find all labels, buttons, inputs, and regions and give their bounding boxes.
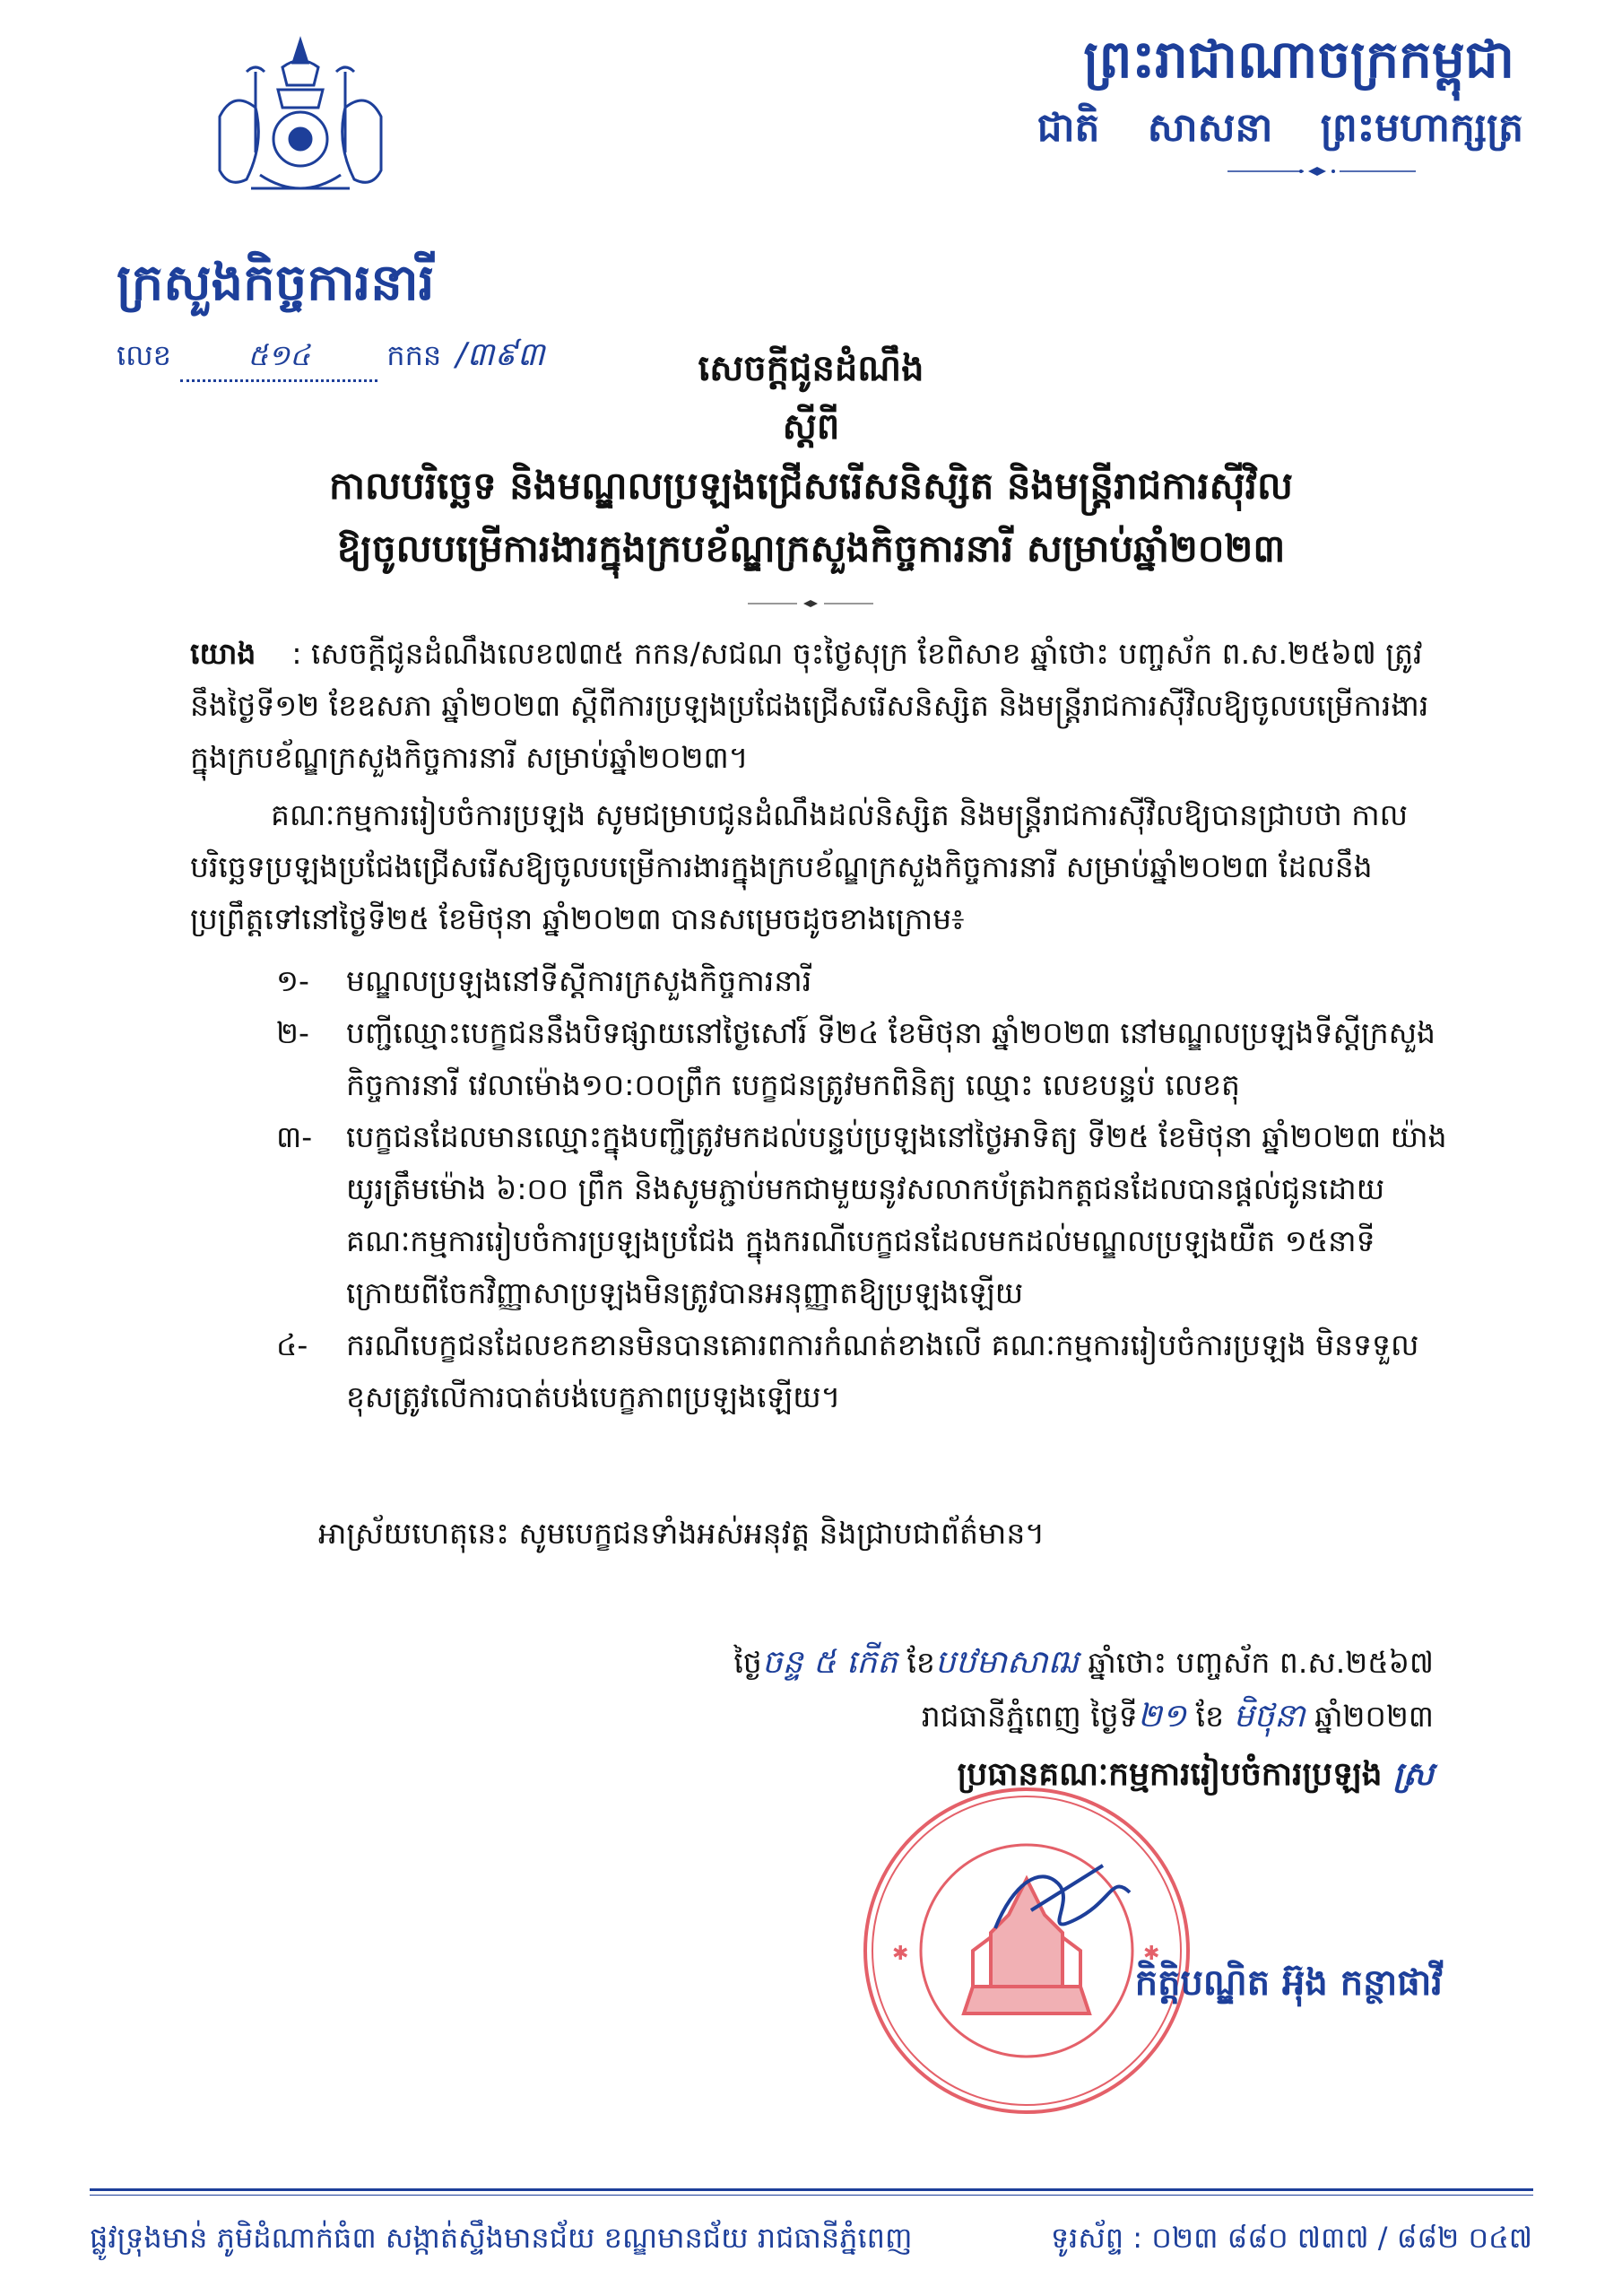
handwritten-signature-icon — [977, 1848, 1148, 1955]
signer-name: កិត្តិបណ្ឌិត អ៊ុង កន្ថាផាវី — [1134, 1962, 1443, 2004]
list-item-number: ៤- — [276, 1327, 308, 1362]
lunar-day-handwritten: ចន្ទ ៥ កើត — [761, 1644, 898, 1681]
ref-number-handwritten: ៥១៤ — [180, 337, 377, 382]
list-item — [276, 1111, 1451, 1319]
notice-subject-line1: កាលបរិច្ឆេទ និងមណ្ឌលប្រឡងជ្រើសរើសនិស្សិត និងមន្ត្រីរាជការស៊ីវិល — [329, 464, 1293, 508]
ministry-name: ក្រសួងកិច្ចការនារី — [117, 254, 435, 312]
list-item-text: ករណីបេក្ខជនដែលខកខានមិនបានគោរពការកំណត់ខាងលើ គណៈកម្មការរៀបចំការប្រឡង មិនទទួលខុសត្រូវលើការបាត់បង់បេក្ខភាពប្រឡងឡើយ។ — [346, 1327, 1419, 1414]
svg-text:✱: ✱ — [892, 1943, 909, 1965]
ref-label: លេខ — [117, 338, 171, 372]
initial-handwritten: ស្រ — [1393, 1756, 1434, 1793]
list-item — [276, 955, 1451, 1007]
list-item-text: បេក្ខជនដែលមានឈ្មោះក្នុងបញ្ជីត្រូវមកដល់បន្ទប់ប្រឡងនៅថ្ងៃអាទិត្យ ទី២៥ ខែមិថុនា ឆ្នាំ២០២៣ យ៉ាងយូរត្រឹមម៉ោង ៦:០០ ព្រឹក និងសូមភ្ជាប់មកជាមួយនូវសលាកប័ត្រឯកត្តជនដែលបានផ្ដល់ជូនដោយគណៈកម្មការរៀបចំការប្រឡងប្រជែង ក្នុងករណីបេក្ខជនដែលមកដល់មណ្ឌលប្រឡងយឺត ១៥នាទីក្រោយពីចែកវិញ្ញាសាប្រឡងមិនត្រូវបានអនុញ្ញាតឱ្យប្រឡងឡើយ — [346, 1119, 1447, 1310]
signatory-title: ប្រធានគណៈកម្មការរៀបចំការប្រឡង ស្រ — [957, 1756, 1434, 1793]
footer-divider-thin — [90, 2195, 1533, 2196]
royal-emblem-icon — [193, 36, 408, 206]
solar-date-line: រាជធានីភ្នំពេញ ថ្ងៃទី២១ ខែ មិថុនា ឆ្នាំ២០២៣ — [921, 1698, 1434, 1735]
day-handwritten: ២១ — [1137, 1698, 1187, 1735]
motto-religion: សាសនា — [1147, 105, 1273, 151]
lunar-month-handwritten: បឋមាសាឍ — [934, 1644, 1079, 1681]
list-item — [276, 1319, 1451, 1423]
list-item-text: បញ្ជីឈ្មោះបេក្ខជននឹងបិទផ្សាយនៅថ្ងៃសៅរ៍ ទី២៤ ខែមិថុនា ឆ្នាំ២០២៣ នៅមណ្ឌលប្រឡងទីស្ដីក្រសួងកិច្ចការនារី វេលាម៉ោង១០:០០ព្រឹក បេក្ខជនត្រូវមកពិនិត្យ ឈ្មោះ លេខបន្ទប់ លេខតុ — [346, 1015, 1436, 1102]
footer-address: ផ្លូវទ្រុងមាន់ ភូមិដំណាក់ធំ៣ សង្កាត់ស្ទឹងមានជ័យ ខណ្ឌមានជ័យ រាជធានីភ្នំពេញ — [90, 2221, 913, 2255]
reference-label: យោង — [190, 636, 256, 671]
notice-title: សេចក្ដីជូនដំណឹង — [698, 348, 924, 389]
ref-year-handwritten: /៣៩៣ — [455, 336, 545, 373]
title-ornament-divider — [748, 599, 873, 608]
month-handwritten: មិថុនា — [1233, 1698, 1305, 1735]
kingdom-title: ព្រះរាជាណាចក្រកម្ពុជា — [1083, 29, 1514, 90]
list-item — [276, 1007, 1451, 1111]
national-motto — [1003, 103, 1523, 161]
ref-dept: កកន — [386, 338, 442, 372]
lunar-date-line: ថ្ងៃចន្ទ ៥ កើត ខែបឋមាសាឍ ឆ្នាំថោះ បញ្ចស័ក ព.ស.២៥៦៧ — [733, 1644, 1434, 1681]
decision-list — [276, 955, 1451, 1423]
list-item-number: ៣- — [276, 1119, 313, 1154]
header-ornament-divider — [1227, 166, 1416, 177]
svg-text:✱: ✱ — [1143, 1943, 1160, 1965]
motto-nation: ជាតិ — [1037, 105, 1100, 151]
list-item-number: ២- — [276, 1015, 309, 1050]
notice-subject-label: ស្ដីពី — [782, 406, 840, 448]
list-item-text: មណ្ឌលប្រឡងនៅទីស្ដីការក្រសួងកិច្ចការនារី — [346, 963, 812, 998]
reference-paragraph — [190, 628, 1445, 784]
motto-king: ព្រះមហាក្សត្រ — [1320, 105, 1523, 151]
list-item-number: ១- — [276, 963, 309, 998]
footer-phone: ទូរស័ព្ទ : ០២៣ ៨៨០ ៧៣៧ / ៨៨២ ០៤៧ — [1050, 2221, 1532, 2255]
intro-paragraph: គណៈកម្មការរៀបចំការប្រឡង សូមជម្រាបជូនដំណឹងដល់និស្សិត និងមន្ត្រីរាជការស៊ីវិលឱ្យបានជ្រាបថា កាលបរិច្ឆេទប្រឡងប្រជែងជ្រើសរើសឱ្យចូលបម្រើការងារក្នុងក្របខ័ណ្ឌក្រសួងកិច្ចការនារី សម្រាប់ឆ្នាំ២០២៣ ដែលនឹងប្រព្រឹត្តទៅនៅថ្ងៃទី២៥ ខែមិថុនា ឆ្នាំ២០២៣ បានសម្រេចដូចខាងក្រោម៖ — [190, 797, 1409, 936]
reference-text: : សេចក្ដីជូនដំណឹងលេខ៧៣៥ កកន/សជណ ចុះថ្ងៃសុក្រ ខែពិសាខ ឆ្នាំថោះ បញ្ចស័ក ព.ស.២៥៦៧ ត្រូវនឹងថ្ងៃទី១២ ខែឧសភា ឆ្នាំ២០២៣ ស្ដីពីការប្រឡងប្រជែងជ្រើសរើសនិស្សិត និងមន្ត្រីរាជការស៊ីវិលឱ្យចូលបម្រើការងារក្នុងក្របខ័ណ្ឌក្រសួងកិច្ចការនារី សម្រាប់ឆ្នាំ២០២៣។ — [190, 636, 1429, 775]
notice-subject-line2: ឱ្យចូលបម្រើការងារក្នុងក្របខ័ណ្ឌក្រសួងកិច្ចការនារី សម្រាប់ឆ្នាំ២០២៣ — [336, 526, 1286, 570]
closing-sentence: អាស្រ័យហេតុនេះ សូមបេក្ខជនទាំងអស់អនុវត្ត និងជ្រាបជាព័ត៌មាន។ — [318, 1516, 1045, 1551]
footer-divider — [90, 2188, 1533, 2191]
